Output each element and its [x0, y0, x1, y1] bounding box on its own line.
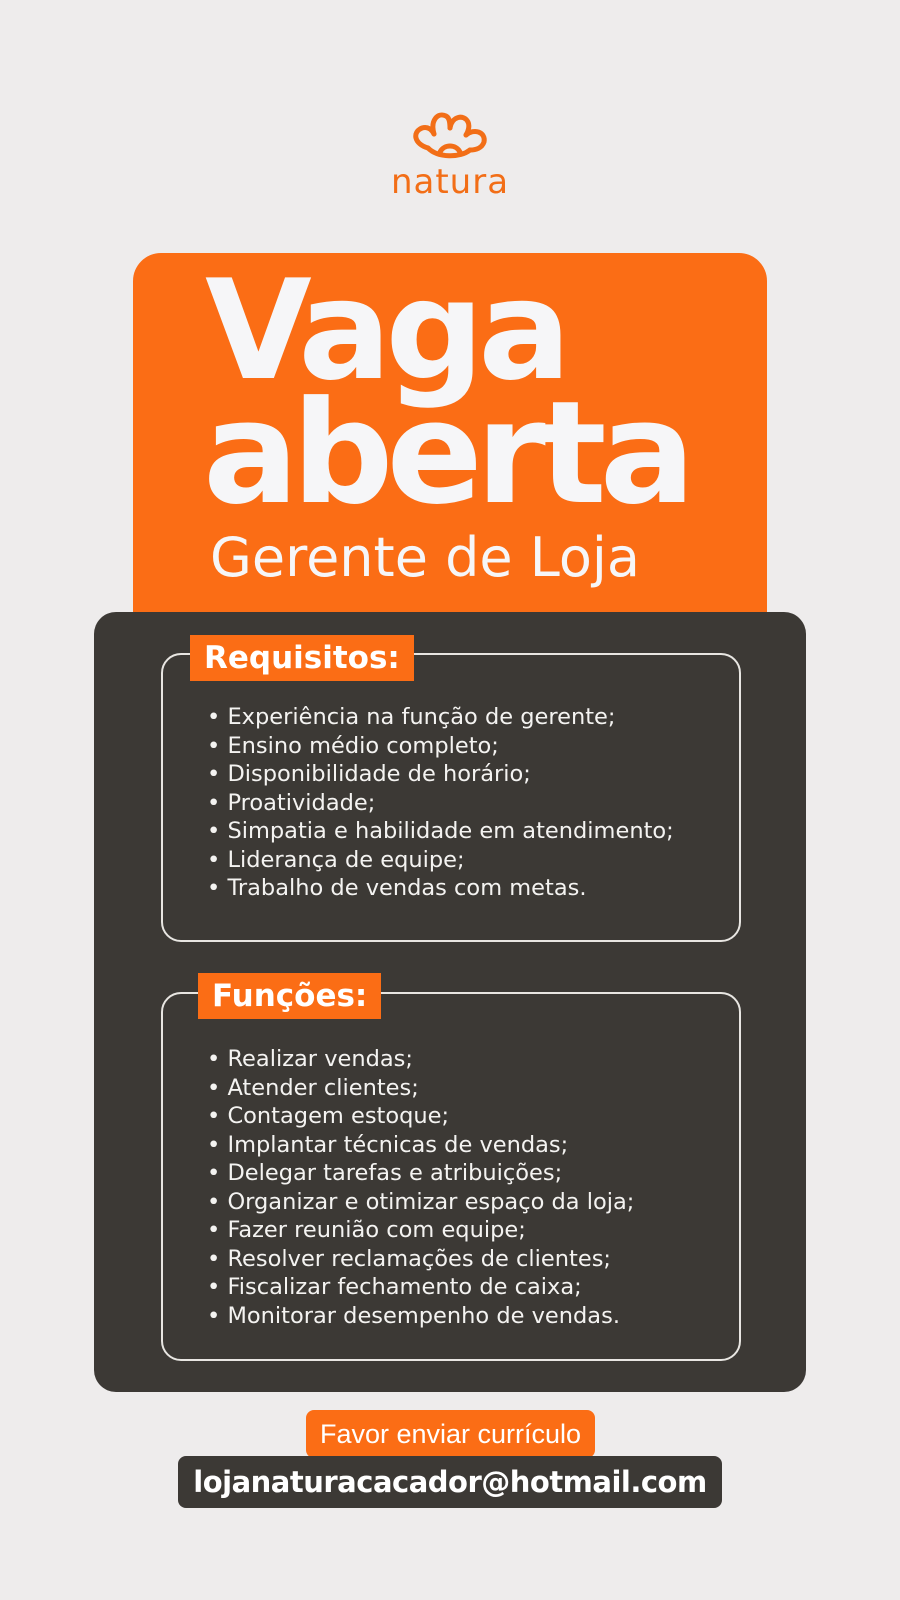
requirements-heading: Requisitos: — [190, 635, 414, 681]
list-item: • Fiscalizar fechamento de caixa; — [207, 1273, 634, 1302]
list-item: • Ensino médio completo; — [207, 732, 674, 761]
list-item: • Atender clientes; — [207, 1074, 634, 1103]
list-item: • Contagem estoque; — [207, 1102, 634, 1131]
list-item: • Delegar tarefas e atribuições; — [207, 1159, 634, 1188]
headline-line1: Vaga — [205, 250, 566, 411]
headline-line2: aberta — [203, 371, 689, 536]
list-item: • Simpatia e habilidade em atendimento; — [207, 817, 674, 846]
list-item: • Proatividade; — [207, 789, 674, 818]
functions-list — [207, 1045, 634, 1330]
list-item: • Fazer reunião com equipe; — [207, 1216, 634, 1245]
natura-logo — [360, 108, 540, 208]
functions-heading: Funções: — [198, 973, 381, 1019]
list-item: • Trabalho de vendas com metas. — [207, 874, 674, 903]
send-resume-label: Favor enviar currículo — [306, 1410, 595, 1458]
list-item: • Organizar e otimizar espaço da loja; — [207, 1188, 634, 1217]
list-item: • Realizar vendas; — [207, 1045, 634, 1074]
contact-email[interactable]: lojanaturacacador@hotmail.com — [178, 1456, 722, 1508]
list-item: • Resolver reclamações de clientes; — [207, 1245, 634, 1274]
list-item: • Experiência na função de gerente; — [207, 703, 674, 732]
list-item: • Monitorar desempenho de vendas. — [207, 1302, 634, 1331]
list-item: • Disponibilidade de horário; — [207, 760, 674, 789]
requirements-list — [207, 703, 674, 903]
job-title: Gerente de Loja — [210, 526, 641, 589]
brand-wordmark: natura — [390, 162, 510, 202]
natura-flower-icon — [408, 108, 492, 166]
list-item: • Implantar técnicas de vendas; — [207, 1131, 634, 1160]
list-item: • Liderança de equipe; — [207, 846, 674, 875]
